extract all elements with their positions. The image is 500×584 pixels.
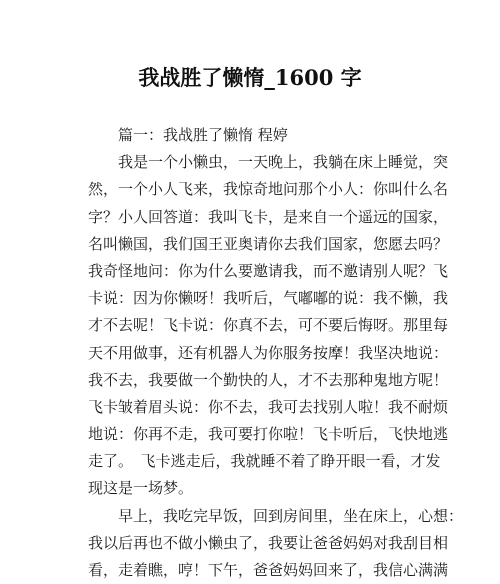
text-line: 我奇怪地问：你为什么要邀请我，而不邀请别人呢？飞 [88,261,449,280]
text-line: 名叫懒国，我们国王亚奥请你去我们国家，您愿去吗？ [88,234,449,253]
text-line: 我是一个小懒虫，一天晚上，我躺在床上睡觉，突 [88,153,449,172]
text-line: 字？小人回答道：我叫飞卡，是来自一个遥远的国家， [88,207,449,226]
text-line: 卡说：因为你懒呀！我听后，气嘟嘟的说：我不懒，我 [88,289,449,308]
text-line: 天不用做事，还有机器人为你服务按摩！我坚决地说： [88,343,449,362]
text-line: 飞卡皱着眉头说：你不去，我可去找别人啦！我不耐烦 [88,397,449,416]
document-body [88,122,464,584]
document-title: 我战胜了懒惰_1600 字 [138,65,362,90]
text-line: 走了。 飞卡逃走后，我就睡不着了睁开眼一看，才发 [88,452,441,471]
text-line: 看，走着瞧，哼！下午，爸爸妈妈回来了，我信心满满 [88,561,449,579]
text-line: 才不去呢！飞卡说：你真不去，可不要后悔呀。那里每 [88,316,449,335]
text-line: 早上，我吃完早饭，回到房间里，坐在床上，心想： [88,506,464,525]
text-line: 我不去，我要做一个勤快的人，才不去那种鬼地方呢！ [88,370,449,389]
text-line: 地说：你再不走，我可要打你啦！飞卡听后，飞快地逃 [88,425,449,444]
text-line: 我以后再也不做小懒虫了，我要让爸爸妈妈对我刮目相 [88,533,449,552]
text-line: 然，一个小人飞来，我惊奇地问那个小人：你叫什么名 [88,180,449,199]
text-line: 篇一：我战胜了懒惰 程婷 [88,126,288,144]
text-line: 现这是一场梦。 [88,479,194,498]
